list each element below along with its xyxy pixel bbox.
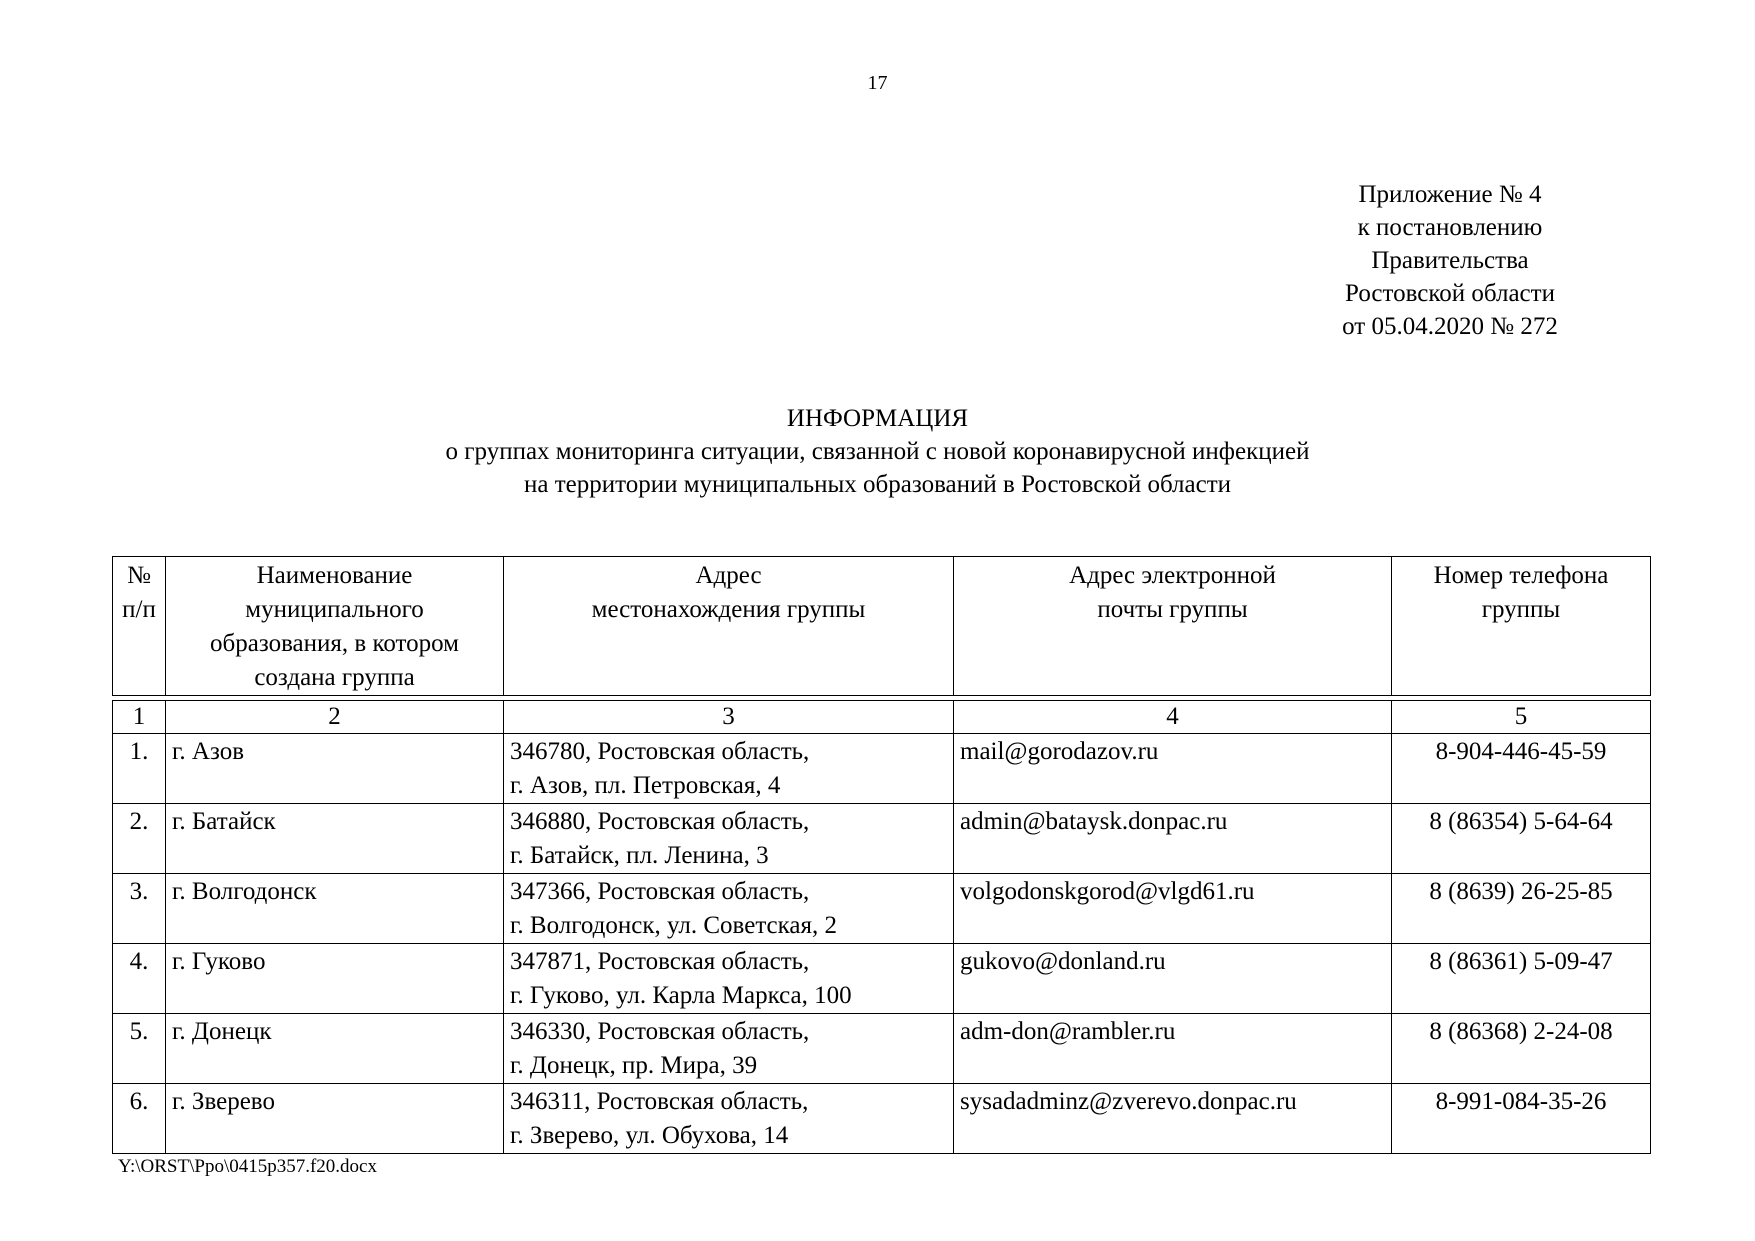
header-line: почты группы [1097, 596, 1248, 623]
header-address [504, 557, 954, 696]
column-number: 5 [1392, 701, 1651, 734]
column-number: 4 [954, 701, 1392, 734]
document-subtitle: о группах мониторинга ситуации, связанной с новой коронавирусной инфекцией [445, 438, 1310, 465]
group-phone: 8 (86354) 5-64-64 [1392, 804, 1651, 874]
page-number: 17 [867, 72, 888, 94]
table-row [113, 804, 1651, 874]
header-line: создана группа [254, 664, 415, 691]
address-line: 346330, Ростовская область, [510, 1018, 810, 1045]
group-address [504, 874, 954, 944]
group-phone: 8-904-446-45-59 [1392, 734, 1651, 804]
header-line: Номер телефона [1433, 562, 1609, 589]
document-heading [0, 402, 1755, 501]
group-address [504, 734, 954, 804]
table-body [113, 734, 1651, 1154]
header-row [113, 557, 1651, 696]
table-row [113, 1014, 1651, 1084]
group-email: volgodonskgorod@vlgd61.ru [954, 874, 1392, 944]
header-line: № [127, 562, 151, 589]
header-line: Наименование [256, 562, 413, 589]
group-address [504, 944, 954, 1014]
address-line: г. Донецк, пр. Мира, 39 [510, 1052, 758, 1079]
row-number: 1. [113, 734, 166, 804]
column-number: 2 [166, 701, 504, 734]
row-number: 3. [113, 874, 166, 944]
header-line: п/п [122, 596, 156, 623]
group-email: adm-don@rambler.ru [954, 1014, 1392, 1084]
group-address [504, 1084, 954, 1154]
appendix-line: от 05.04.2020 № 272 [1342, 313, 1558, 340]
address-line: 346311, Ростовская область, [510, 1088, 809, 1115]
table-row [113, 944, 1651, 1014]
address-line: г. Зверево, ул. Обухова, 14 [510, 1122, 789, 1149]
appendix-block [1300, 178, 1600, 343]
appendix-line: Правительства [1371, 247, 1529, 274]
address-line: 347871, Ростовская область, [510, 948, 810, 975]
group-phone: 8-991-084-35-26 [1392, 1084, 1651, 1154]
group-phone: 8 (86361) 5-09-47 [1392, 944, 1651, 1014]
group-email: mail@gorodazov.ru [954, 734, 1392, 804]
group-phone: 8 (8639) 26-25-85 [1392, 874, 1651, 944]
address-line: г. Волгодонск, ул. Советская, 2 [510, 912, 838, 939]
address-line: г. Гуково, ул. Карла Маркса, 100 [510, 982, 852, 1009]
group-phone: 8 (86368) 2-24-08 [1392, 1014, 1651, 1084]
header-line: местонахождения группы [591, 596, 866, 623]
row-number: 4. [113, 944, 166, 1014]
municipality-name: г. Гуково [166, 944, 504, 1014]
municipality-name: г. Зверево [166, 1084, 504, 1154]
appendix-line: Приложение № 4 [1358, 181, 1542, 208]
table-row [113, 734, 1651, 804]
header-municipality [166, 557, 504, 696]
document-subtitle: на территории муниципальных образований в Ростовской области [523, 471, 1232, 498]
header-phone [1392, 557, 1651, 696]
municipality-name: г. Батайск [166, 804, 504, 874]
appendix-line: Ростовской области [1345, 280, 1555, 307]
address-line: г. Азов, пл. Петровская, 4 [510, 772, 781, 799]
monitoring-groups-table [112, 556, 1651, 1154]
row-number: 6. [113, 1084, 166, 1154]
table-row [113, 1084, 1651, 1154]
header-line: группы [1481, 596, 1561, 623]
address-line: 346780, Ростовская область, [510, 738, 810, 765]
address-line: 347366, Ростовская область, [510, 878, 810, 905]
address-line: 346880, Ростовская область, [510, 808, 810, 835]
header-line: Адрес [695, 562, 762, 589]
municipality-name: г. Волгодонск [166, 874, 504, 944]
appendix-line: к постановлению [1357, 214, 1543, 241]
row-number: 5. [113, 1014, 166, 1084]
column-number: 1 [113, 701, 166, 734]
header-line: муниципального [245, 596, 424, 623]
header-line: образования, в котором [210, 630, 459, 657]
header-email [954, 557, 1392, 696]
group-email: sysadadminz@zverevo.donpac.ru [954, 1084, 1392, 1154]
municipality-name: г. Азов [166, 734, 504, 804]
group-email: gukovo@donland.ru [954, 944, 1392, 1014]
group-email: admin@bataysk.donpac.ru [954, 804, 1392, 874]
column-number: 3 [504, 701, 954, 734]
address-line: г. Батайск, пл. Ленина, 3 [510, 842, 769, 869]
group-address [504, 1014, 954, 1084]
municipality-name: г. Донецк [166, 1014, 504, 1084]
row-number: 2. [113, 804, 166, 874]
header-line: Адрес электронной [1069, 562, 1276, 589]
group-address [504, 804, 954, 874]
column-number-row [113, 701, 1651, 734]
document-title: ИНФОРМАЦИЯ [786, 405, 969, 432]
header-number [113, 557, 166, 696]
table-row [113, 874, 1651, 944]
file-path: Y:\ORST\Ppo\0415p357.f20.docx [118, 1156, 377, 1177]
